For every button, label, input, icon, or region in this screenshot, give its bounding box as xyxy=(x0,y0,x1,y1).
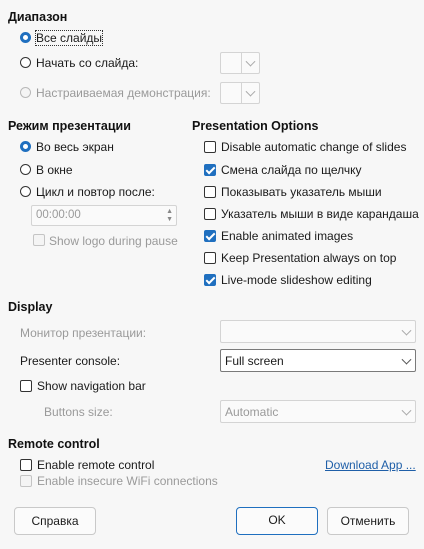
presenter-console-value: Full screen xyxy=(225,354,284,368)
checkbox-disable-auto-change[interactable] xyxy=(204,141,216,153)
buttons-size-dropdown[interactable] xyxy=(220,400,416,423)
spin-arrows-icon[interactable]: ▲ ▼ xyxy=(166,208,173,223)
checkbox-show-pointer[interactable] xyxy=(204,186,216,198)
chevron-down-icon xyxy=(402,405,412,415)
option-label[interactable]: Показывать указатель мыши xyxy=(221,185,382,199)
checkbox-show-logo-label: Show logo during pause xyxy=(49,234,178,248)
radio-window-label[interactable]: В окне xyxy=(36,163,73,177)
remote-section-title: Remote control xyxy=(8,437,100,451)
chevron-down-icon xyxy=(246,57,256,67)
custom-show-combo[interactable] xyxy=(220,82,260,104)
checkbox-show-logo[interactable] xyxy=(33,234,45,246)
option-label[interactable]: Live-mode slideshow editing xyxy=(221,273,372,287)
range-section-title: Диапазон xyxy=(8,10,68,24)
cancel-button[interactable]: Отменить xyxy=(327,507,409,535)
option-label[interactable]: Enable animated images xyxy=(221,229,354,243)
checkbox-insecure-wifi[interactable] xyxy=(20,475,32,487)
radio-loop-label[interactable]: Цикл и повтор после: xyxy=(36,185,155,199)
option-label[interactable]: Смена слайда по щелчку xyxy=(221,163,362,177)
radio-custom-show[interactable] xyxy=(20,87,31,98)
checkbox-insecure-wifi-label: Enable insecure WiFi connections xyxy=(37,474,218,488)
buttons-size-value: Automatic xyxy=(225,405,279,419)
radio-start-from[interactable] xyxy=(20,57,31,68)
checkbox-show-navigation-bar[interactable] xyxy=(20,380,32,392)
radio-all-slides-label[interactable]: Все слайды xyxy=(36,31,103,45)
checkbox-change-on-click[interactable] xyxy=(204,164,216,176)
checkbox-animated-images[interactable] xyxy=(204,230,216,242)
checkbox-show-navigation-bar-label[interactable]: Show navigation bar xyxy=(37,379,146,393)
radio-custom-show-label: Настраиваемая демонстрация: xyxy=(36,86,211,100)
radio-fullscreen-label[interactable]: Во весь экран xyxy=(36,140,114,154)
chevron-down-icon xyxy=(402,354,412,364)
chevron-down-icon xyxy=(246,87,256,97)
checkbox-enable-remote-label[interactable]: Enable remote control xyxy=(37,458,155,472)
help-button[interactable]: Справка xyxy=(14,507,96,535)
option-label[interactable]: Keep Presentation always on top xyxy=(221,251,397,265)
ok-button[interactable]: OK xyxy=(236,507,318,535)
checkbox-always-on-top[interactable] xyxy=(204,252,216,264)
radio-all-slides[interactable] xyxy=(20,32,31,43)
radio-fullscreen[interactable] xyxy=(20,141,31,152)
option-label[interactable]: Disable automatic change of slides xyxy=(221,140,407,154)
mode-section-title: Режим презентации xyxy=(8,119,131,133)
buttons-size-label: Buttons size: xyxy=(44,405,113,419)
radio-start-from-label[interactable]: Начать со слайда: xyxy=(36,56,139,70)
loop-time-spinner[interactable] xyxy=(31,205,177,226)
loop-time-value: 00:00:00 xyxy=(36,209,81,221)
radio-loop[interactable] xyxy=(20,186,31,197)
presenter-console-label: Presenter console: xyxy=(20,354,121,368)
presenter-console-dropdown[interactable] xyxy=(220,349,416,372)
option-label[interactable]: Указатель мыши в виде карандаша xyxy=(221,207,419,221)
checkbox-pointer-as-pen[interactable] xyxy=(204,208,216,220)
chevron-down-icon xyxy=(402,325,412,335)
checkbox-enable-remote[interactable] xyxy=(20,459,32,471)
download-app-link[interactable]: Download App ... xyxy=(325,458,416,472)
start-slide-combo[interactable] xyxy=(220,52,260,74)
options-section-title: Presentation Options xyxy=(192,119,319,133)
radio-window[interactable] xyxy=(20,164,31,175)
checkbox-live-mode[interactable] xyxy=(204,274,216,286)
monitor-label: Монитор презентации: xyxy=(20,326,147,340)
display-section-title: Display xyxy=(8,300,53,314)
monitor-dropdown[interactable] xyxy=(220,320,416,343)
